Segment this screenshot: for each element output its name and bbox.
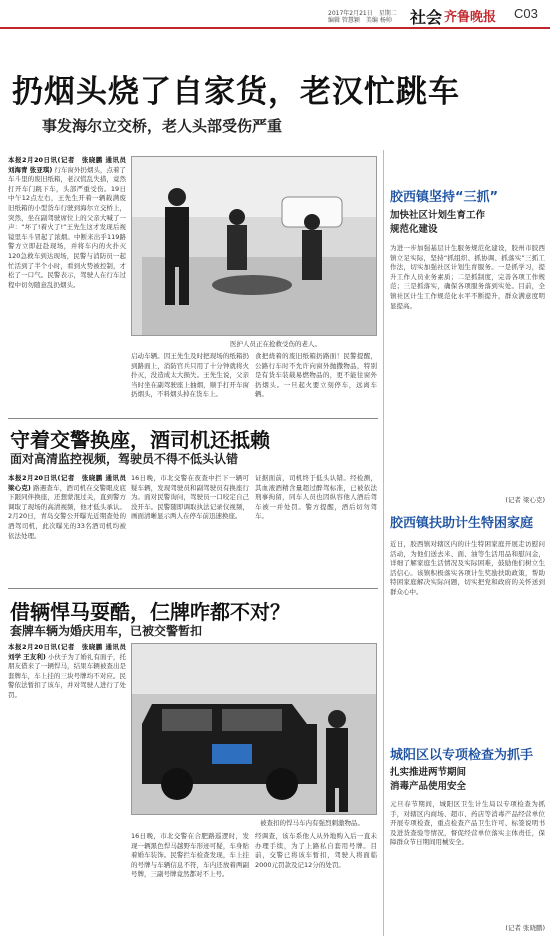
side-h1c: 规范化建设 xyxy=(390,224,438,235)
story3-photo-illustration xyxy=(132,644,377,815)
story2-byline: 本报2月20日讯(记者 张晓鹏 通讯员 梁心克) xyxy=(8,474,126,492)
side-sign1: (记者 梁心克) xyxy=(505,496,545,504)
divider xyxy=(8,588,378,589)
side-h1b: 加快社区计划生育工作 xyxy=(390,210,486,221)
story2-col2: 16日晚，市北交警在夜查中拦下一辆可疑车辆，发现驾驶员和副驾驶员有换座行为。面对民警询问，驾驶员一口咬定自己没开车。民警随即调取执法记录仪视频，画面清晰显示两人在停车前迅速换座。 xyxy=(131,474,249,521)
story2-col3: 证据面前，司机终于低头认错。经检测，其血液酒精含量超过醉驾标准，已被依法刑事拘留，同车人员也因纵容他人酒后驾车被一并处罚。警方提醒，酒后切勿驾车。 xyxy=(255,474,377,521)
header-rule xyxy=(0,27,550,29)
story2-col1 xyxy=(8,474,126,582)
side-h1: 胶西镇坚持“三抓” xyxy=(390,190,499,205)
side-h3c: 消毒产品使用安全 xyxy=(390,781,467,792)
page-number: C03 xyxy=(514,6,538,21)
story1-photo-illustration xyxy=(132,157,377,336)
story3-col1-text: 小伙子为了婚礼有面子，托朋友借来了一辆悍马，结果车辆被查出是套牌车，车上挂的三块号牌均不对应。民警依法暂扣了该车，并对驾驶人进行了处罚。 xyxy=(8,652,126,699)
story1-col1-text: 行车窗外扔烟头，点着了车斗里的废旧纸箱，老汉慌乱失措，竟然打开车门跳下车，头部严重受伤。19日中午12点左右，王先生开着一辆载满废旧纸箱的小型货车行驶到海尔立交桥上，突然，坐在副驾驶席位上的父亲大喊了一声：“坏了!着火了!”王先生这才发现后视镜里车斗冒起了浓烟。中断来出乎119路警方立即赶赴现场，并将车内的火扑灭120急救车到达现场，民警与消防员一起忙活到了半个小时，看到火势被控制，才松了一口气。民警表示，驾驶人在行车过程中切勿随意乱扔烟头。 xyxy=(8,165,126,289)
story3-byline: 本报2月20日讯(记者 张晓鹏 通讯员 刘学 王友利) xyxy=(8,643,126,661)
divider xyxy=(8,418,378,419)
story1-byline: 本报2月20日讯(记者 张晓鹏 通讯员 刘海青 张亚琪) xyxy=(8,156,126,174)
story1-col2: 启动车辆。因王先生及时把现场的纸箱扔到路面上，消防官兵只用了十分钟就将火扑灭，没造成太大损失。王先生说，父亲当时坐在副驾驶座上抽烟，顺手打开车窗扔烟头，不料烟头掉在货车上。 xyxy=(131,352,249,399)
story2-col1-text: 路遇查车，酒司机在交警眼皮底下跟同伴换座，还想蒙混过关，直到警方调取了现场的高清视频，他才低头承认。2月20日，青岛交警公开曝光近期查处的酒驾司机，此次曝光的33名酒司机均被依法处理。 xyxy=(8,483,126,540)
side-text1: 为进一步加强基层计生服务规范化建设，胶州市胶西镇立足实际，坚持“抓组织、抓协调、抓落实”三抓工作法，切实加强社区计划生育服务。一是抓学习，提升工作人员业务素质；二是抓制度，完善各项工作规范；三是抓落实，确保各项服务落到实处。目前，全镇社区计生工作规范化水平不断提升，群众满意度明显提高。 xyxy=(390,244,545,310)
story3-photo-caption: 被查扣的悍马车内有强烈刺激物品。 xyxy=(260,819,364,827)
story1-photo xyxy=(131,156,377,336)
story3-subhead: 套牌车辆为婚庆用车，已被交警暂扣 xyxy=(10,624,203,638)
side-h2: 胶西镇扶助计生特困家庭 xyxy=(390,516,534,531)
header-editor: 编辑 管慧颖 美编 杨帅 xyxy=(328,17,392,24)
story3-col2: 16日晚，市北交警在合肥路巡逻时，发现一辆黑色悍马越野车形迹可疑，车身贴着婚车装饰。民警拦车检查发现，车上挂的号牌与车辆信息不符，车内还放着两副号牌，三副号牌竟然都对不上号。 xyxy=(131,832,249,879)
story2-headline: 守着交警换座，酒司机还抵赖 xyxy=(10,428,270,452)
side-sign2: (记者 张晓鹏) xyxy=(505,924,545,932)
side-text2: 近日，胶西镇对辖区内的计生特困家庭开展走访慰问活动，为他们送去米、面、油等生活用品和慰问金，详细了解家庭生活情况及实际困难，鼓励他们树立生活信心。该镇积极落实各项计生奖励扶助政策，帮助特困家庭解决实际问题，切实把党和政府的关怀送到群众心中。 xyxy=(390,540,545,596)
header-meta xyxy=(328,10,397,24)
story3-col1 xyxy=(8,643,126,935)
side-h3b: 扎实推进两节期间 xyxy=(390,767,467,778)
story1-photo-caption: 医护人员正在抢救受伤的老人。 xyxy=(230,340,321,348)
story1-headline: 扔烟头烧了自家货，老汉忙跳车 xyxy=(12,74,460,110)
story1-col1 xyxy=(8,156,126,414)
side-h3: 城阳区以专项检查为抓手 xyxy=(390,748,534,763)
section-title: 社会 xyxy=(410,8,443,27)
story3-col3: 经调查，该车系他人从外地购入后一直未办理手续，为了上路私自套用号牌。目前，交警已将该车暂扣，驾驶人将面临2000元罚款及记12分的处罚。 xyxy=(255,832,377,869)
sidebar-divider xyxy=(383,150,384,936)
brand-logo: 齐鲁晚报 xyxy=(444,10,497,25)
header-date: 2017年2月21日 星期二 xyxy=(328,10,397,17)
story3-photo xyxy=(131,643,377,815)
side-text3: 元旦春节期间，城阳区卫生计生局以专项检查为抓手，对辖区内商场、超市、药店等消毒产品经营单位开展专项检查，重点检查产品卫生许可、标签说明书及进货查验等情况，督促经营单位落实主体责任，保障群众节日期间用械安全。 xyxy=(390,800,545,847)
story1-subhead: 事发海尔立交桥，老人头部受伤严重 xyxy=(42,117,283,135)
story2-subhead: 面对高清监控视频，驾驶员不得不低头认错 xyxy=(10,452,239,466)
story3-headline: 借辆悍马耍酷，仨牌咋都不对？ xyxy=(10,600,290,624)
story1-col3: 食把烧着的废旧纸箱扔路面！民警提醒，公路行车时不允许向窗外抛撒物品，特别是有货车装载易燃物品的，更不能往窗外扔烟头。一旦起火要立刻停车，远离车辆。 xyxy=(255,352,377,399)
